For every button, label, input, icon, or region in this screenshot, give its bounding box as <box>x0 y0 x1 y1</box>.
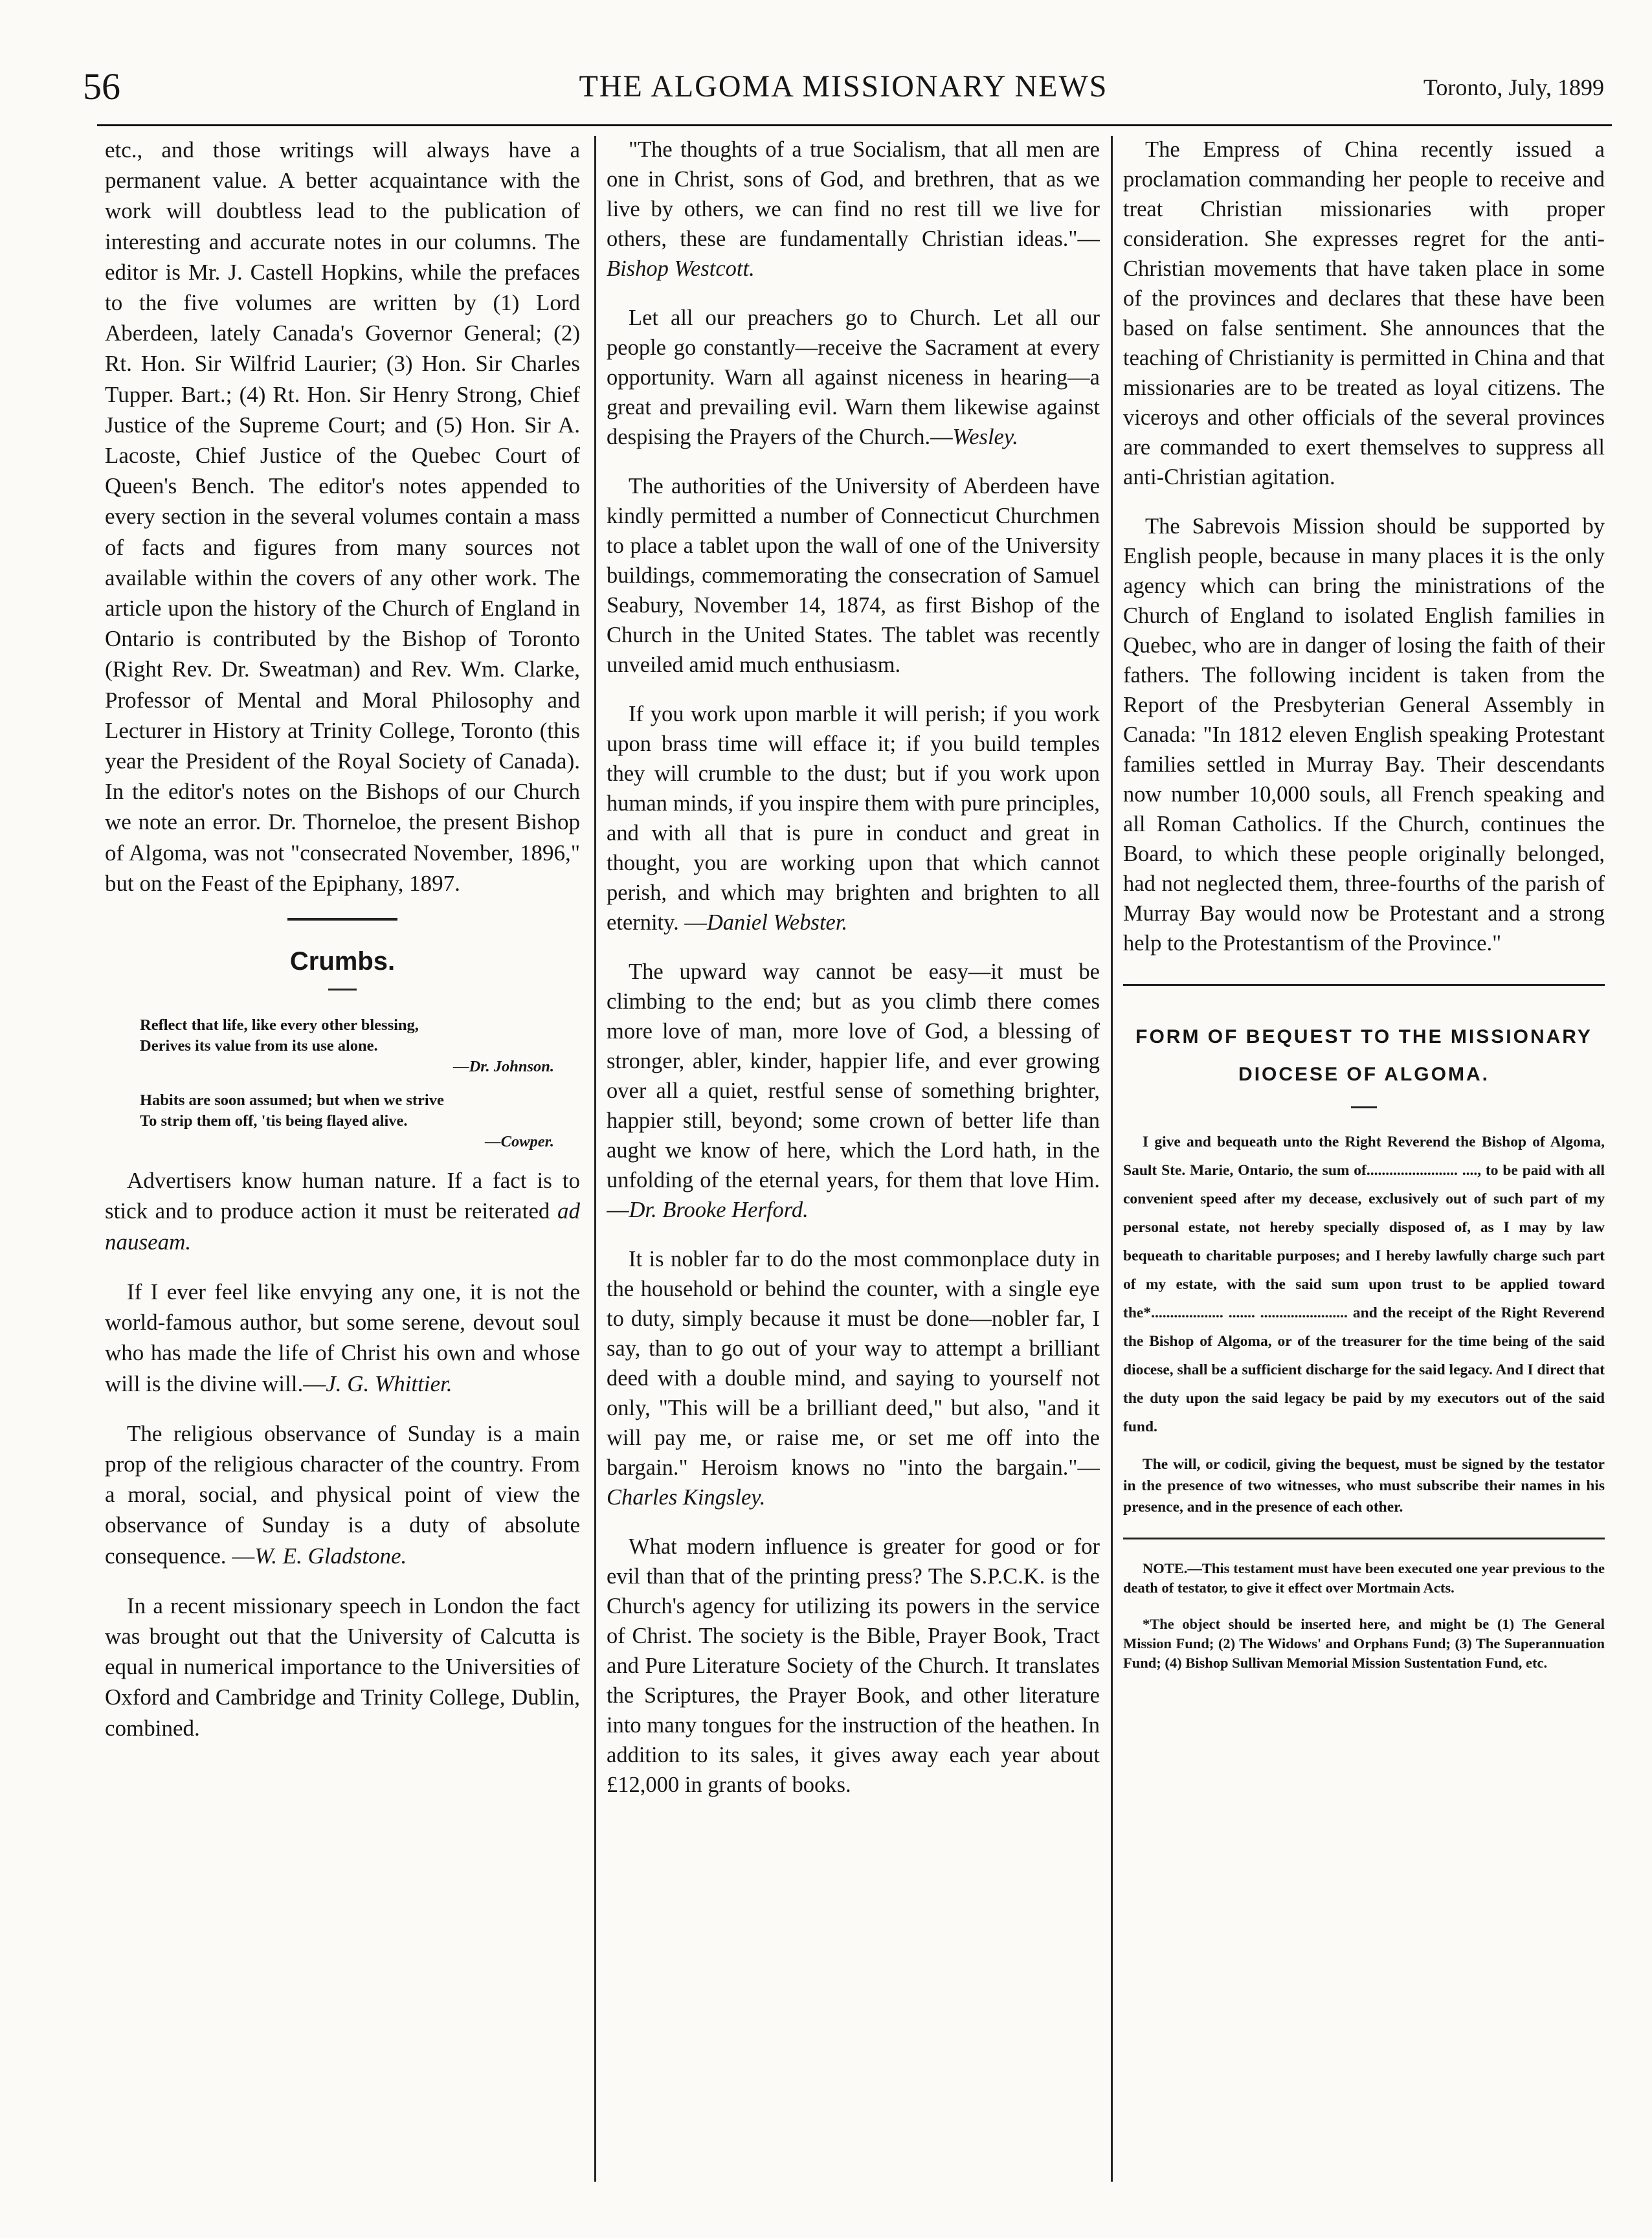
bequest-form-text: I give and bequeath unto the Right Reverend the Bishop of Algoma, Sault Ste. Marie, Ontario, the sum of........................ ...., to be paid with all convenient speed after my decease, exclusively out of such part of my personal estate, not hereby specially disposed of, as I may by law bequeath to charitable purposes; and I hereby lawfully charge such part of my estate, with the said sum upon trust to be applied toward the*................... ....... ....................... and the receipt of the Right Reverend the Bishop of Algoma, or of the treasurer for the time being of the said diocese, shall be a sufficient discharge for the said legacy. And I direct that the duty upon the said legacy be paid by my executors out of the said fund. <box>1123 1134 1605 1435</box>
bequest-will-instructions: The will, or codicil, giving the bequest, must be signed by the testator in the presence of two witnesses, who must subscribe their names in his presence, and in the presence of each other. <box>1123 1456 1605 1516</box>
paragraph-wesley <box>607 303 1100 452</box>
column-divider-2 <box>1111 136 1113 2182</box>
paragraph-spck: What modern influence is greater for good or for evil than that of the printing press? The S.P.C.K. is the Church's agency for utilizing its powers in the service of Christ. The society is the Bible, Prayer Book, Tract and Pure Literature Society of the Church. It translates the Scriptures, the Prayer Book, and other literature into many tongues for the instruction of the heathen. In addition to its sales, it gives away each year about £12,000 in grants of books. <box>607 1534 1100 1797</box>
author-signature: W. E. Gladstone. <box>254 1543 407 1569</box>
bequest-heading: FORM OF BEQUEST TO THE MISSIONARY DIOCESE OF ALGOMA. <box>1135 1026 1592 1085</box>
verse-line: Derives its value from its use alone. <box>140 1037 378 1055</box>
verse-cowper <box>140 1090 580 1152</box>
paragraph-text: "The thoughts of a true Socialism, that all men are one in Christ, sons of God, and brethren, that as we live by others, we can find no rest till we live for others, these are fundamentally Christian ideas."— <box>607 137 1100 251</box>
author-signature: Dr. Brooke Herford. <box>629 1198 809 1222</box>
column-2 <box>607 135 1100 2206</box>
paragraph-whittier <box>105 1277 580 1399</box>
article-continuation: etc., and those writings will always have a permanent value. A better acquaintance with the work will doubtless lead to the publication of interesting and accurate notes in our columns. The editor is Mr. J. Castell Hopkins, while the prefaces to the five volumes are written by (1) Lord Aberdeen, lately Canada's Governor General; (2) Rt. Hon. Sir Wilfrid Laurier; (3) Hon. Sir Charles Tupper. Bart.; (4) Rt. Hon. Sir Henry Strong, Chief Justice of the Supreme Court; and (5) Hon. Sir A. Lacoste, Chief Justice of the Quebec Court of Queen's Bench. The editor's notes appended to every section in the several volumes contain a mass of facts and figures from many sources not available within the covers of any other work. The article upon the history of the Church of England in Ontario is contributed by the Bishop of Toronto (Right Rev. Dr. Sweatman) and Rev. Wm. Clarke, Professor of Mental and Moral Philosophy and Lecturer in History at Trinity College, Toronto (this year the President of the Royal Society of Canada). In the editor's notes on the Bishops of our Church we note an error. Dr. Thorneloe, the present Bishop of Algoma, was not "consecrated November, 1896," but on the Feast of the Epiphany, 1897. <box>105 137 580 896</box>
paragraph-text: Let all our preachers go to Church. Let all our people go constantly—receive the Sacrament at every opportunity. Warn all against niceness in hearing—a great and prevailing evil. Warn them likewise against despising the Prayers of the Church.— <box>607 306 1100 449</box>
verse-line: Reflect that life, like every other blessing, <box>140 1016 419 1035</box>
paragraph-webster <box>607 699 1100 937</box>
section-rule <box>1123 984 1605 986</box>
paragraph-kingsley <box>607 1244 1100 1512</box>
paragraph-gladstone <box>105 1418 580 1571</box>
paragraph-westcott <box>607 135 1100 284</box>
paragraph-text: It is nobler far to do the most commonplace duty in the household or behind the counter, with a single eye to duty, simply because it must be done—nobler far, I say, than to go out of your way to attempt a brilliant deed with a double mind, and saying to yourself not only, "This will be a brilliant deed," but also, "and it will pay me, or raise me, or set me off into the bargain." Heroism knows no "into the bargain."— <box>607 1247 1100 1480</box>
column-1 <box>105 135 580 2206</box>
author-signature: J. G. Whittier. <box>326 1371 452 1396</box>
masthead-title: THE ALGOMA MISSIONARY NEWS <box>579 69 1108 104</box>
issue-dateline: Toronto, July, 1899 <box>1423 74 1604 100</box>
verse-attribution: —Dr. Johnson. <box>453 1058 554 1076</box>
paragraph-text: If I ever feel like envying any one, it is not the world-famous author, but some serene, devout soul who has made the life of Christ his own and whose will is the divine will.— <box>105 1279 580 1396</box>
verse-johnson <box>140 1015 580 1077</box>
paragraph-text: If you work upon marble it will perish; if you work upon brass time will efface it; if you build temples they will crumble to the dust; but if you work upon human minds, if you inspire them with pure principles, and with all that is pure in conduct and great in thought, you are working upon that which cannot perish, and which may brighten and brighten to all eternity. — <box>607 702 1100 935</box>
page-number: 56 <box>83 65 120 107</box>
italic-phrase: ad nauseam. <box>105 1198 580 1255</box>
verse-line: Habits are soon assumed; but when we strive <box>140 1091 444 1110</box>
column-divider-1 <box>594 136 596 2182</box>
author-signature: Bishop Westcott. <box>607 256 755 281</box>
paragraph-herford <box>607 957 1100 1225</box>
dash-rule <box>1351 1106 1377 1108</box>
author-signature: Daniel Webster. <box>706 910 848 935</box>
paragraph-advertisers <box>105 1165 580 1257</box>
paragraph-sabrevois: The Sabrevois Mission should be supported by English people, because in many places it is the only agency which can bring the ministrations of the Church of England to isolated English families in Quebec, who are in danger of losing the faith of their fathers. The following incident is taken from the Report of the Presbyterian General Assembly in Canada: "In 1812 eleven English speaking Protestant families settled in Murray Bay. Their descendants now number 10,000 souls, all French speaking and all Roman Catholics. If the Church, continues the Board, to which these people originally belonged, had not neglected them, three-fourths of the parish of Murray Bay would now be Protestant and a strong help to the Protestantism of the Province." <box>1123 514 1605 956</box>
page-header <box>83 65 1604 117</box>
author-signature: Charles Kingsley. <box>607 1485 766 1510</box>
paragraph-calcutta: In a recent missionary speech in London the fact was brought out that the University of Calcutta is equal in numerical importance to the Universities of Oxford and Cambridge and Trinity College, Dublin, combined. <box>105 1593 580 1741</box>
bequest-note: NOTE.—This testament must have been executed one year previous to the death of testator, to give it effect over Mortmain Acts. <box>1123 1560 1605 1596</box>
paragraph-text: The religious observance of Sunday is a main prop of the religious character of the country. From a moral, social, and physical point of view the observance of Sunday is a duty of absolute consequence. — <box>105 1420 580 1569</box>
verse-line: To strip them off, 'tis being flayed alive. <box>140 1112 408 1130</box>
section-rule <box>1123 1538 1605 1539</box>
section-rule <box>287 918 397 921</box>
dash-rule <box>328 989 357 990</box>
column-3 <box>1123 135 1605 2206</box>
verse-attribution: —Cowper. <box>485 1133 554 1151</box>
paragraph-aberdeen: The authorities of the University of Aberdeen have kindly permitted a number of Connecticut Churchmen to place a tablet upon the wall of one of the University buildings, commemorating the consecration of Samuel Seabury, November 14, 1874, as first Bishop of the Church in the United States. The tablet was recently unveiled amid much enthusiasm. <box>607 474 1100 677</box>
paragraph-china: The Empress of China recently issued a proclamation commanding her people to receive and treat Christian missionaries with proper consideration. She expresses regret for the anti-Christian movements that have taken place in some of the provinces and declares that these have been based on false sentiment. She announces that the teaching of Christianity is permitted in China and that missionaries are to be treated as loyal citizens. The viceroys and other officials of the several provinces are commanded to exert themselves to suppress all anti-Christian agitation. <box>1123 137 1605 489</box>
author-signature: Wesley. <box>952 425 1018 449</box>
paragraph-text: The upward way cannot be easy—it must be climbing to the end; but as you climb there comes more love of man, more love of God, a blessing of stronger, abler, kinder, happier life, and ever growing over all a quiet, restful sense of something brighter, happier still, beyond; some crown of better life than aught we know of here, which the Lord hath, in the unfolding of the eternal years, for them that love Him.— <box>607 959 1100 1222</box>
bequest-footnote: *The object should be inserted here, and might be (1) The General Mission Fund; (2) The Widows' and Orphans Fund; (3) The Superannuation Fund; (4) Bishop Sullivan Memorial Mission Sustentation Fund, etc. <box>1123 1616 1605 1671</box>
header-rule <box>97 124 1612 126</box>
paragraph-text: Advertisers know human nature. If a fact is to stick and to produce action it must be reiterated <box>105 1168 580 1224</box>
crumbs-heading: Crumbs. <box>289 947 396 976</box>
